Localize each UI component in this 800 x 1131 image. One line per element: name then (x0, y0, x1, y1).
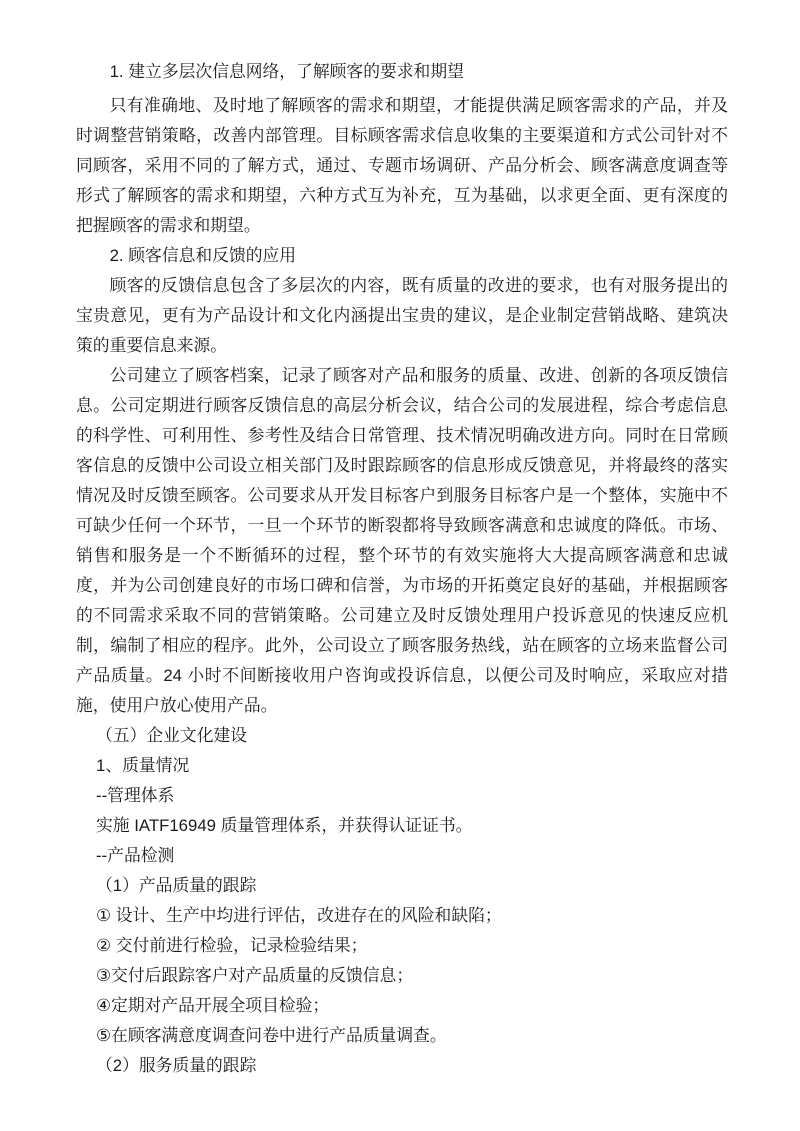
list-item-step-5: ⑤在顾客满意度调查问卷中进行产品质量调查。 (96, 1026, 447, 1045)
list-item-step-3: ③交付后跟踪客户对产品质量的反馈信息； (96, 966, 414, 985)
item-product-inspection: --产品检测 (96, 846, 175, 865)
list-item-step-1: ① 设计、生产中均进行评估，改进存在的风险和缺陷； (96, 906, 502, 925)
list-item-step-4: ④定期对产品开展全项目检验； (96, 996, 330, 1015)
list-item-step-2: ② 交付前进行检验，记录检验结果； (96, 936, 368, 955)
paragraph-customer-archive: 公司建立了顾客档案，记录了顾客对产品和服务的质量、改进、创新的各项反馈信息。公司定期进行顾客反馈信息的高层分析会议，结合公司的发展进程，综合考虑信息的科学性、可利用性、参考性及结合日常管理、技术情况明确改进方向。同时在日常顾客信息的反馈中公司设立相关部门及时跟踪顾客的信息形成反馈意见，并将最终的落实情况及时反馈至顾客。公司要求从开发目标客户到服务目标客户是一个整体，实施中不可缺少任何一个环节，一旦一个环节的断裂都将导致顾客满意和忠诚度的降低。市场、销售和服务是一个不断循环的过程，整个环节的有效实施将大大提高顾客满意和忠诚度，并为公司创建良好的市场口碑和信誉，为市场的开拓奠定良好的基础，并根据顾客的不同需求采取不同的营销策略。公司建立及时反馈处理用户投诉意见的快速反应机制，编制了相应的程序。此外，公司设立了顾客服务热线，站在顾客的立场来监督公司产品质量。24 小时不间断接收用户咨询或投诉信息，以便公司及时响应，采取应对措施，使用户放心使用产品。 (76, 366, 728, 715)
heading-product-quality-tracking: （1）产品质量的跟踪 (96, 876, 257, 895)
heading-quality-status: 1、质量情况 (96, 756, 190, 775)
paragraph-customer-needs: 只有准确地、及时地了解顾客的需求和期望，才能提供满足顾客需求的产品，并及时调整营销策略，改善内部管理。目标顾客需求信息收集的主要渠道和方式公司针对不同顾客，采用不同的了解方式，通过、专题市场调研、产品分析会、顾客满意度调查等形式了解顾客的需求和期望，六种方式互为补充，互为基础，以求更全面、更有深度的把握顾客的需求和期望。 (76, 96, 728, 235)
heading-info-network: 1. 建立多层次信息网络，了解顾客的要求和期望 (109, 62, 464, 81)
item-management-system: --管理体系 (96, 786, 175, 805)
heading-service-quality-tracking: （2）服务质量的跟踪 (96, 1056, 257, 1075)
heading-customer-feedback: 2. 顾客信息和反馈的应用 (109, 246, 297, 265)
heading-section5-culture: （五）企业文化建设 (96, 726, 248, 745)
paragraph-feedback-content: 顾客的反馈信息包含了多层次的内容，既有质量的改进的要求，也有对服务提出的宝贵意见，更有为产品设计和文化内涵提出宝贵的建议，是企业制定营销战略、建筑决策的重要信息来源。 (76, 276, 728, 355)
item-iatf-certification: 实施 IATF16949 质量管理体系，并获得认证证书。 (96, 816, 473, 835)
